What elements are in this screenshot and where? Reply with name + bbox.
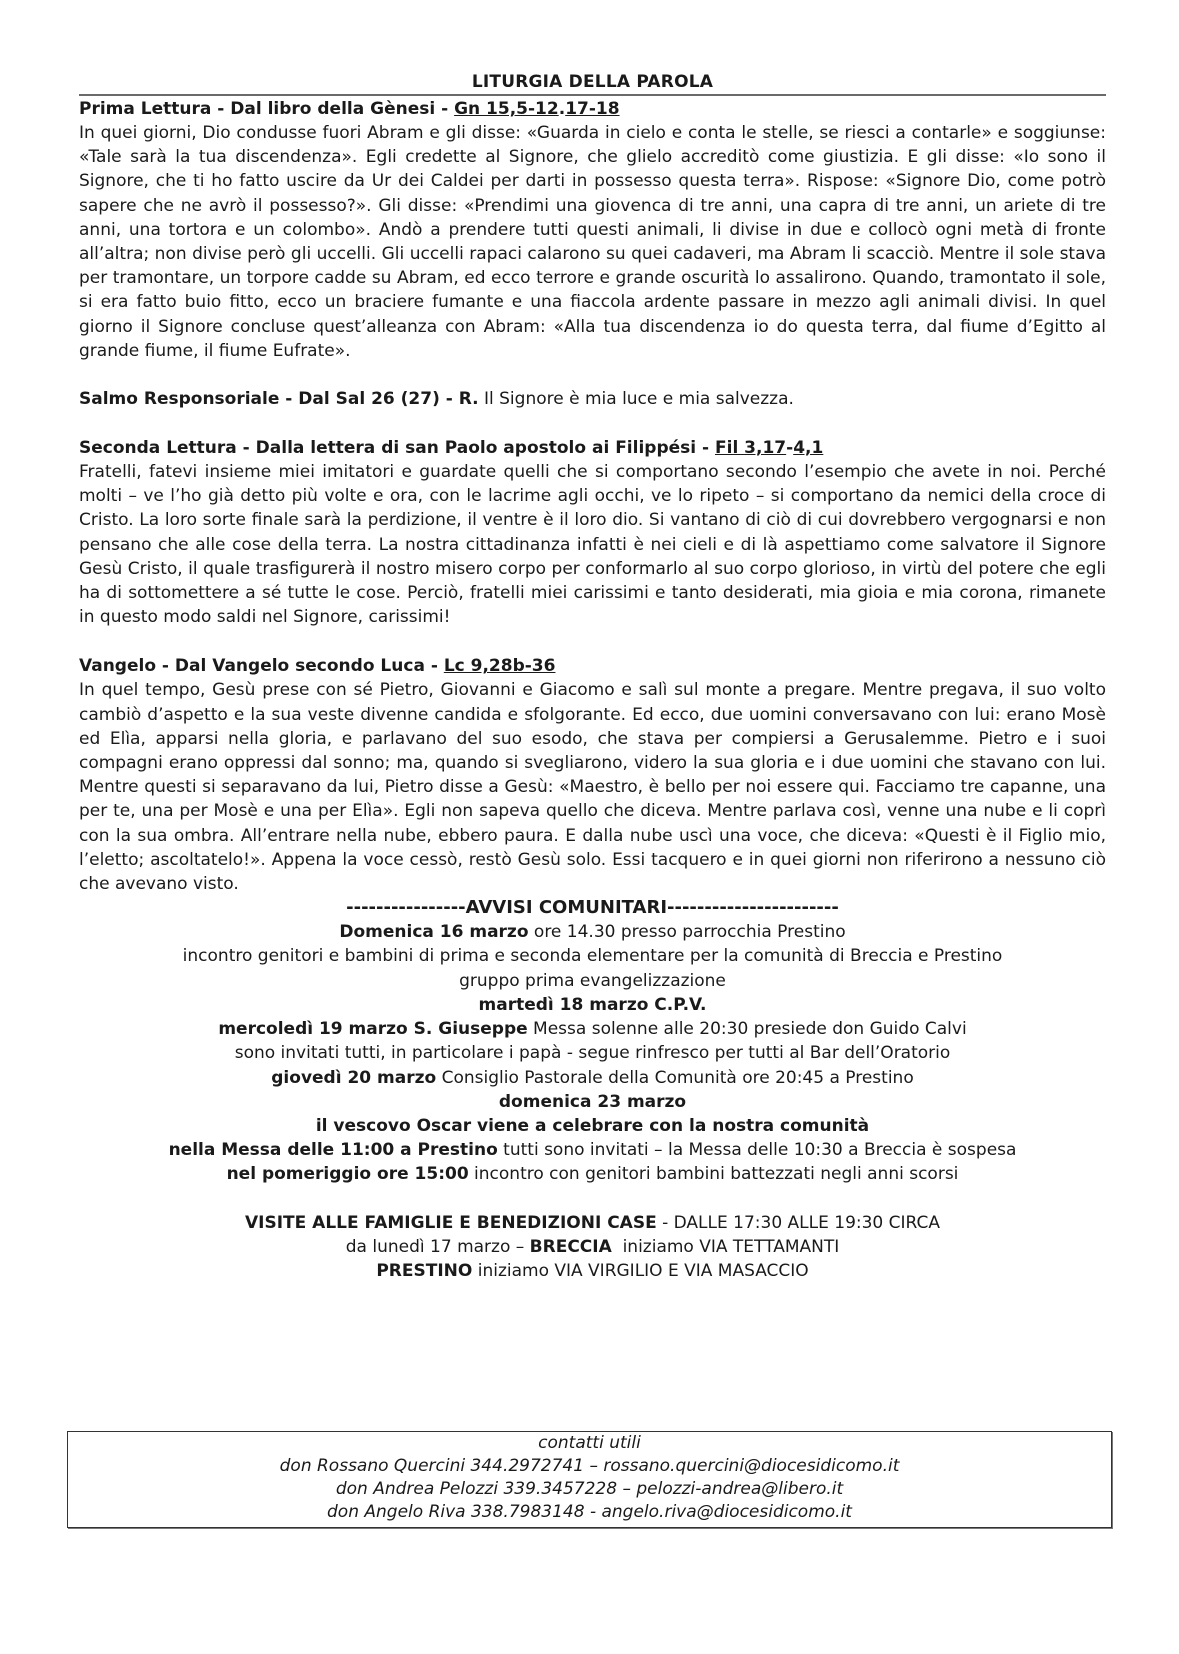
bulletin-page (79, 70, 1106, 1283)
vangelo-text: In quel tempo, Gesù prese con sé Pietro, Giovanni e Giacomo e salì sul monte a pregare. Mentre pregava, il suo volto cambiò d’aspetto e la sua veste divenne candida e sfolgorante. Ed ecco, due uomini conversavano con lui: erano Mosè ed Elìa, apparsi nella gloria, e parlavano del suo esodo, che stava per compiersi a Gerusalemme. Pietro e i suoi compagni erano oppressi dal sonno; ma, quando si svegliarono, videro la sua gloria e i due uomini che stavano con lui. Mentre questi si separavano da lui, Pietro disse a Gesù: «Maestro, è bello per noi essere qui. Facciamo tre capanne, una per te, una per Mosè e una per Elìa». Egli non sapeva quello che diceva. Mentre parlava così, venne una nube e li coprì con la sua ombra. All’entrare nella nube, ebbero paura. E dalla nube uscì una voce, che diceva: «Questi è il Figlio mio, l’eletto; ascoltatelo!». Appena la voce cessò, restò Gesù solo. Essi tacquero e in quei giorni non riferirono a nessuno ciò che avevano visto. (79, 680, 1106, 895)
visite-line-2 (79, 1235, 1106, 1259)
visite-title: VISITE ALLE FAMIGLIE E BENEDIZIONI CASE (245, 1212, 657, 1233)
avviso-bold: domenica 23 marzo (498, 1091, 687, 1112)
avviso-text: tutti sono invitati – la Messa delle 10:30 a Breccia è sospesa (497, 1140, 1017, 1161)
avvisi-heading: ----------------AVVISI COMUNITARI----------------------- (346, 897, 839, 919)
prima-lettura-text: In quei giorni, Dio condusse fuori Abram e gli disse: «Guarda in cielo e conta le stelle, se riesci a contarle» e soggiunse: «Tale sarà la tua discendenza». Egli credette al Signore, che glielo accreditò come giustizia. E gli disse: «Io sono il Signore, che ti ho fatto uscire da Ur dei Caldei per darti in possesso questa terra». Rispose: «Signore Dio, come potrò sapere che ne avrò il possesso?». Gli disse: «Prendimi una giovenca di tre anni, una capra di tre anni, un ariete di tre anni, una tortora e un colombo». Andò a prendere tutti questi animali, li divise in due e collocò ogni metà di fronte all’altra; non divise però gli uccelli. Gli uccelli rapaci calarono su quei cadaveri, ma Abram li scacciò. Mentre il sole stava per tramontare, un torpore cadde su Abram, ed ecco terrore e grande oscurità lo assalirono. Quando, tramontato il sole, si era fatto buio fitto, ecco un braciere fumante e una fiaccola ardente passare in mezzo agli animali divisi. In quel giorno il Signore concluse quest’alleanza con Abram: «Alla tua discendenza io do questa terra, dal fiume d’Egitto al grande fiume, il fiume Eufrate». (79, 123, 1106, 361)
avviso-bold: nella Messa delle 11:00 a Prestino (168, 1140, 498, 1161)
avviso-bold: nel pomeriggio ore 15:00 (226, 1164, 469, 1185)
visite-breccia: BRECCIA (529, 1236, 612, 1257)
seconda-lettura-ref-sep: - (786, 438, 794, 459)
contacts-heading: contatti utili (538, 1433, 641, 1453)
contact-line: don Rossano Quercini 344.2972741 – rossano.quercini@diocesidicomo.it (279, 1456, 900, 1476)
prima-lettura-ref-sep: . (558, 99, 566, 119)
avviso-line (79, 1017, 1106, 1041)
visite-prestino: PRESTINO (376, 1260, 473, 1281)
avviso-text: gruppo prima evangelizzazione (459, 970, 726, 991)
avviso-line (79, 1162, 1106, 1186)
visite-breccia-street: iniziamo VIA TETTAMANTI (611, 1236, 840, 1257)
visite-line-1 (79, 1211, 1106, 1235)
avviso-line (79, 993, 1106, 1017)
avviso-line (79, 1066, 1106, 1090)
prima-lettura-ref-b: 17-18 (565, 99, 620, 119)
avviso-bold: il vescovo Oscar viene a celebrare con la nostra comunità (315, 1115, 870, 1136)
avviso-bold: mercoledì 19 marzo S. Giuseppe (218, 1019, 528, 1040)
avviso-line (79, 969, 1106, 993)
avvisi-list (79, 920, 1106, 1283)
avviso-line (79, 920, 1106, 944)
page-title: LITURGIA DELLA PAROLA (79, 70, 1106, 96)
seconda-lettura-ref-a: Fil 3,17 (715, 438, 787, 459)
avviso-text: incontro con genitori bambini battezzati negli anni scorsi (468, 1164, 959, 1185)
contact-line: don Andrea Pelozzi 339.3457228 – pelozzi-andrea@libero.it (335, 1479, 844, 1499)
avviso-line (79, 1138, 1106, 1162)
visite-prestino-streets: iniziamo VIA VIRGILIO E VIA MASACCIO (472, 1260, 809, 1281)
salmo-heading: Salmo Responsoriale - Dal Sal 26 (27) - R. (79, 389, 479, 410)
avviso-text: Consiglio Pastorale della Comunità ore 20:45 a Prestino (436, 1067, 914, 1088)
avviso-bold: martedì 18 marzo C.P.V. (478, 994, 707, 1015)
seconda-lettura-heading (79, 436, 1106, 460)
avviso-text: sono invitati tutti, in particolare i papà - segue rinfresco per tutti al Bar dell’Oratorio (234, 1043, 951, 1064)
avviso-bold: giovedì 20 marzo (271, 1067, 437, 1088)
visite-date: da lunedì 17 marzo – (345, 1236, 530, 1257)
salmo-text: Il Signore è mia luce e mia salvezza. (478, 389, 794, 410)
seconda-lettura-ref-b: 4,1 (793, 438, 824, 459)
visite-hours: - DALLE 17:30 ALLE 19:30 CIRCA (656, 1212, 940, 1233)
avviso-line (79, 1041, 1106, 1065)
vangelo-label: Vangelo - Dal Vangelo secondo Luca - (79, 656, 444, 677)
avviso-text: incontro genitori e bambini di prima e seconda elementare per la comunità di Breccia e Prestino (182, 946, 1003, 967)
prima-lettura-label: Prima Lettura - Dal libro della Gènesi - (79, 99, 455, 119)
seconda-lettura-label: Seconda Lettura - Dalla lettera di san Paolo apostolo ai Filippési - (79, 438, 715, 459)
avviso-text: ore 14.30 presso parrocchia Prestino (528, 922, 846, 943)
visite-line-3 (79, 1259, 1106, 1283)
avviso-line (79, 944, 1106, 968)
avviso-line (79, 1114, 1106, 1138)
contacts-box (67, 1431, 1112, 1528)
avviso-text: Messa solenne alle 20:30 presiede don Guido Calvi (527, 1019, 967, 1040)
prima-lettura-ref-a: Gn 15,5-12 (454, 99, 559, 119)
vangelo-heading (79, 654, 1106, 678)
vangelo-ref: Lc 9,28b-36 (443, 656, 556, 677)
avviso-bold: Domenica 16 marzo (339, 922, 529, 943)
prima-lettura-heading (79, 97, 1106, 121)
seconda-lettura-text: Fratelli, fatevi insieme miei imitatori e guardate quelli che si comportano secondo l’esempio che avete in noi. Perché molti – ve l’ho già detto più volte e ora, con le lacrime agli occhi, ve lo ripeto – si comportano da nemici della croce di Cristo. La loro sorte finale sarà la perdizione, il ventre è il loro dio. Si vantano di ciò di cui dovrebbero vergognarsi e non pensano che alle cose della terra. La nostra cittadinanza infatti è nei cieli e di là aspettiamo come salvatore il Signore Gesù Cristo, il quale trasfigurerà il nostro misero corpo per conformarlo al suo corpo glorioso, in virtù del potere che egli ha di sottomettere a sé tutte le cose. Perciò, fratelli miei carissimi e tanto desiderati, mia gioia e mia corona, rimanete in questo modo saldi nel Signore, carissimi! (79, 462, 1106, 628)
salmo-responsoriale (79, 387, 1106, 411)
contact-line: don Angelo Riva 338.7983148 - angelo.riva@diocesidicomo.it (327, 1502, 852, 1522)
avviso-line (79, 1090, 1106, 1114)
